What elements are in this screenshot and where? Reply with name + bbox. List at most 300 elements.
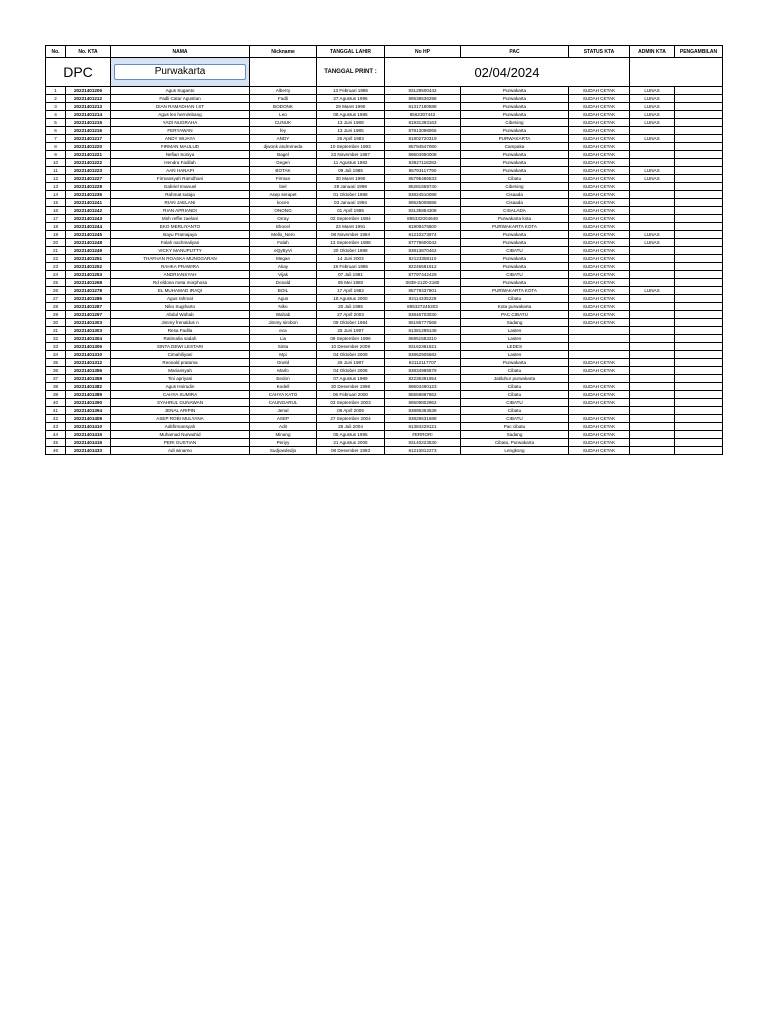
cell-pac[interactable]: Cibatu [461,367,569,375]
cell-admin-kta[interactable] [630,335,675,343]
cell-status-kta[interactable]: SUDAH CETAK [569,215,630,223]
cell-status-kta[interactable]: SUDAH CETAK [569,111,630,119]
cell-kta[interactable]: 20221401217 [66,135,111,143]
cell-admin-kta[interactable] [630,207,675,215]
cell-no-hp[interactable]: 83135864308 [385,207,461,215]
cell-admin-kta[interactable] [630,415,675,423]
cell-no-hp[interactable]: 83829631688 [385,415,461,423]
cell-status-kta[interactable] [569,351,630,359]
cell-admin-kta[interactable] [630,223,675,231]
cell-nama[interactable]: ASEP ROBI MULYANA [111,415,250,423]
cell-pengambilan[interactable] [675,335,723,343]
cell-nickname[interactable]: BODONK [250,103,317,111]
cell-status-kta[interactable]: SUDAH CETAK [569,87,630,95]
cell-nama[interactable]: Firmansyah Ramdhani [111,175,250,183]
cell-admin-kta[interactable]: LUNAS [630,87,675,95]
cell-no[interactable]: 27 [46,295,66,303]
cell-pac[interactable]: Purwakarta [461,95,569,103]
cell-admin-kta[interactable] [630,255,675,263]
cell-pac[interactable]: Cibatu [461,295,569,303]
cell-nickname[interactable]: Fadli [250,95,317,103]
cell-nickname[interactable]: Mello_Nero [250,231,317,239]
cell-no[interactable]: 38 [46,383,66,391]
cell-status-kta[interactable]: SUDAH CETAK [569,287,630,295]
cell-no[interactable]: 46 [46,447,66,455]
cell-status-kta[interactable]: SUDAH CETAK [569,295,630,303]
cell-no-hp[interactable]: 89509802962 [385,399,461,407]
cell-nama[interactable]: Rahmat sutaja [111,191,250,199]
cell-no[interactable]: 10 [46,159,66,167]
cell-pengambilan[interactable] [675,271,723,279]
cell-pac[interactable]: Purwakarta [461,151,569,159]
cell-pengambilan[interactable] [675,111,723,119]
cell-nama[interactable]: RIAN JAELANI [111,199,250,207]
cell-status-kta[interactable]: SUDAH CETAK [569,359,630,367]
cell-admin-kta[interactable]: LUNAS [630,111,675,119]
cell-pengambilan[interactable] [675,415,723,423]
cell-no[interactable]: 12 [46,175,66,183]
cell-kta[interactable]: 20221401223 [66,167,111,175]
cell-no-hp[interactable]: 83128500442 [385,87,461,95]
cell-no-hp[interactable]: 83862905682 [385,351,461,359]
cell-nama[interactable]: Ratimalia sadah [111,335,250,343]
cell-pac[interactable]: CIBATU [461,271,569,279]
cell-nama[interactable]: AAN HANAPI [111,167,250,175]
cell-status-kta[interactable] [569,343,630,351]
city-value[interactable]: Purwakarta [114,64,246,80]
cell-nama[interactable]: FERYAWAN [111,127,250,135]
cell-nickname[interactable]: Periyy [250,439,317,447]
cell-no[interactable]: 23 [46,263,66,271]
cell-tanggal-lahir[interactable]: 05 Agustus 1995 [317,431,385,439]
cell-tanggal-lahir[interactable]: 27 September 2004 [317,415,385,423]
cell-pengambilan[interactable] [675,311,723,319]
cell-no[interactable]: 40 [46,399,66,407]
cell-tanggal-lahir[interactable]: 24 Maret 1991 [317,223,385,231]
cell-tanggal-lahir[interactable]: 29 Maret 1990 [317,103,385,111]
cell-nama[interactable]: Hendra Fadilah [111,159,250,167]
cell-pengambilan[interactable] [675,375,723,383]
cell-kta[interactable]: 20221401408 [66,415,111,423]
cell-no-hp[interactable]: 81931393163 [385,119,461,127]
cell-pac[interactable]: Purwakarta [461,103,569,111]
cell-status-kta[interactable]: SUDAH CETAK [569,263,630,271]
cell-kta[interactable]: 20221401214 [66,111,111,119]
cell-pac[interactable]: Purwakarta [461,167,569,175]
cell-pengambilan[interactable] [675,319,723,327]
cell-no-hp[interactable]: 0839-2120-2180 [385,279,461,287]
cell-pac[interactable]: Cibatu [461,383,569,391]
cell-no[interactable]: 13 [46,183,66,191]
cell-no[interactable]: 8 [46,143,66,151]
cell-status-kta[interactable]: SUDAH CETAK [569,399,630,407]
cell-tanggal-lahir[interactable]: 26 April 1983 [317,135,385,143]
cell-no-hp[interactable]: 89604950008 [385,151,461,159]
cell-no[interactable]: 14 [46,191,66,199]
cell-status-kta[interactable]: SUDAH CETAK [569,127,630,135]
cell-kta[interactable]: 20221401212 [66,95,111,103]
cell-pengambilan[interactable] [675,143,723,151]
cell-nickname[interactable]: Bagel [250,151,317,159]
cell-pengambilan[interactable] [675,191,723,199]
cell-nama[interactable]: RIAN APRIANDI [111,207,250,215]
cell-pac[interactable]: CIBATU [461,415,569,423]
cell-tanggal-lahir[interactable]: 14 Juni 2003 [317,255,385,263]
cell-status-kta[interactable]: SUDAH CETAK [569,231,630,239]
cell-kta[interactable]: 20221401221 [66,151,111,159]
cell-status-kta[interactable]: SUDAH CETAK [569,119,630,127]
cell-admin-kta[interactable] [630,143,675,151]
cell-kta[interactable]: 20221401286 [66,295,111,303]
cell-kta[interactable]: 20221401394 [66,407,111,415]
cell-tanggal-lahir[interactable]: 08 November 1984 [317,231,385,239]
cell-nama[interactable]: SINTA DEWI LESTARI [111,343,250,351]
cell-nickname[interactable]: CAHYA KATO [250,391,317,399]
cell-no[interactable]: 1 [46,87,66,95]
cell-nama[interactable]: EKO MERLIYANTO [111,223,250,231]
cell-nickname[interactable]: BOTAK [250,167,317,175]
cell-pengambilan[interactable] [675,231,723,239]
cell-no[interactable]: 32 [46,335,66,343]
cell-pengambilan[interactable] [675,247,723,255]
cell-kta[interactable]: 20221401216 [66,127,111,135]
cell-no-hp[interactable]: 89538536298 [385,95,461,103]
cell-status-kta[interactable]: SUDAH CETAK [569,183,630,191]
cell-pac[interactable]: Cibatu [461,391,569,399]
cell-kta[interactable]: 20221401303 [66,327,111,335]
cell-nama[interactable]: CAHYA SUMIRA [111,391,250,399]
cell-status-kta[interactable]: SUDAH CETAK [569,319,630,327]
cell-pac[interactable]: CISALADA [461,207,569,215]
cell-status-kta[interactable] [569,375,630,383]
cell-kta[interactable]: 20221401227 [66,175,111,183]
cell-admin-kta[interactable] [630,271,675,279]
cell-nama[interactable]: Tini apriyani [111,375,250,383]
cell-nama[interactable]: JENAL ARIPIN [111,407,250,415]
cell-admin-kta[interactable] [630,391,675,399]
cell-nama[interactable]: Fadli Catur Agustian [111,95,250,103]
cell-admin-kta[interactable] [630,359,675,367]
cell-admin-kta[interactable] [630,439,675,447]
cell-no-hp[interactable]: 83114335228 [385,295,461,303]
cell-nama[interactable]: Muhamad Nurwahid [111,431,250,439]
cell-nickname[interactable]: Oneld [250,359,317,367]
cell-no-hp[interactable]: 8562307442 [385,111,461,119]
cell-pac[interactable]: Lengkong [461,447,569,455]
cell-nickname[interactable]: Leo [250,111,317,119]
cell-tanggal-lahir[interactable]: 13 Juni 1989 [317,119,385,127]
cell-pac[interactable]: Purwakarta [461,263,569,271]
cell-status-kta[interactable]: SUDAH CETAK [569,271,630,279]
cell-no[interactable]: 36 [46,367,66,375]
cell-nickname[interactable]: biel [250,183,317,191]
cell-no-hp[interactable]: 82112117707 [385,359,461,367]
cell-kta[interactable]: 20221401244 [66,223,111,231]
cell-pengambilan[interactable] [675,367,723,375]
cell-no[interactable]: 9 [46,151,66,159]
cell-kta[interactable]: 20221401312 [66,359,111,367]
cell-tanggal-lahir[interactable]: 18 Agustus 2000 [317,295,385,303]
cell-no[interactable]: 25 [46,279,66,287]
cell-nickname[interactable]: BOIL [250,287,317,295]
cell-tanggal-lahir[interactable]: 09 Juli 1985 [317,167,385,175]
cell-status-kta[interactable]: SUDAH CETAK [569,239,630,247]
cell-kta[interactable]: 20221401245 [66,231,111,239]
cell-pengambilan[interactable] [675,295,723,303]
cell-nickname[interactable]: djwonk andromeda [250,143,317,151]
cell-status-kta[interactable]: SUDAH CETAK [569,303,630,311]
cell-pengambilan[interactable] [675,303,723,311]
cell-status-kta[interactable]: SUDAH CETAK [569,367,630,375]
cell-pengambilan[interactable] [675,167,723,175]
cell-pac[interactable]: Cisaada [461,199,569,207]
cell-nickname[interactable]: Wahab [250,311,317,319]
cell-nickname[interactable]: Kodell [250,383,317,391]
cell-tanggal-lahir[interactable]: 02 September 1984 [317,215,385,223]
cell-kta[interactable]: 20221401304 [66,335,111,343]
cell-admin-kta[interactable] [630,407,675,415]
cell-tanggal-lahir[interactable]: 27 April 2003 [317,311,385,319]
cell-tanggal-lahir[interactable]: 25 Juni 1997 [317,327,385,335]
cell-pac[interactable]: Cibatu, Purwakarta [461,439,569,447]
cell-admin-kta[interactable] [630,127,675,135]
cell-admin-kta[interactable] [630,295,675,303]
cell-no-hp[interactable]: 81210812273 [385,447,461,455]
cell-pengambilan[interactable] [675,399,723,407]
cell-status-kta[interactable]: SUDAH CETAK [569,311,630,319]
cell-status-kta[interactable]: SUDAH CETAK [569,159,630,167]
cell-pac[interactable]: Pac cibatu [461,423,569,431]
cell-pengambilan[interactable] [675,135,723,143]
cell-admin-kta[interactable]: LUNAS [630,175,675,183]
cell-nama[interactable]: VICKY MANUPUTTY [111,247,250,255]
cell-status-kta[interactable]: SUDAH CETAK [569,383,630,391]
cell-tanggal-lahir[interactable]: 04 Oktober 2006 [317,367,385,375]
cell-nama[interactable]: THAFHAN ROASKA MUNGGARAN [111,255,250,263]
cell-admin-kta[interactable] [630,303,675,311]
cell-nama[interactable]: Adi winarno [111,447,250,455]
cell-pac[interactable]: Purwakarta [461,279,569,287]
cell-nama[interactable]: Cimahiliyani [111,351,250,359]
cell-kta[interactable]: 20221401220 [66,143,111,151]
cell-pac[interactable]: Sadang [461,431,569,439]
cell-kta[interactable]: 20221401253 [66,271,111,279]
cell-pac[interactable]: Lastes [461,327,569,335]
cell-nama[interactable]: Aditfirmansyah [111,423,250,431]
cell-nickname[interactable]: Marlo [250,367,317,375]
cell-kta[interactable]: 20221401251 [66,255,111,263]
cell-status-kta[interactable]: SUDAH CETAK [569,191,630,199]
cell-nama[interactable]: RAHKA PRAWIRA [111,263,250,271]
cell-nama[interactable]: Agus Suganto [111,87,250,95]
cell-status-kta[interactable]: SUDAH CETAK [569,223,630,231]
cell-admin-kta[interactable] [630,399,675,407]
cell-admin-kta[interactable]: LUNAS [630,167,675,175]
cell-pac[interactable]: LEDES [461,343,569,351]
cell-nickname[interactable]: Niko [250,303,317,311]
cell-kta[interactable]: 20221401206 [66,87,111,95]
cell-status-kta[interactable]: SUDAH CETAK [569,279,630,287]
cell-pac[interactable]: PURWAKARTA KOTA [461,287,569,295]
cell-pengambilan[interactable] [675,151,723,159]
cell-nama[interactable]: DIAN RAMADHAN I.ST [111,103,250,111]
cell-no-hp[interactable]: 895327245303 [385,303,461,311]
cell-admin-kta[interactable]: LUNAS [630,95,675,103]
cell-pac[interactable]: Purwakarta [461,239,569,247]
cell-pengambilan[interactable] [675,159,723,167]
cell-tanggal-lahir[interactable]: 13 September 1988 [317,239,385,247]
cell-admin-kta[interactable] [630,327,675,335]
cell-nickname[interactable]: Jimmy simbon [250,319,317,327]
cell-no[interactable]: 26 [46,287,66,295]
cell-nama[interactable]: Moh reffie zaelani [111,215,250,223]
cell-pac[interactable]: Cibening [461,183,569,191]
cell-pac[interactable]: Cibatu [461,407,569,415]
cell-kta[interactable]: 20221401415 [66,431,111,439]
cell-pac[interactable]: Purwakarta [461,231,569,239]
cell-no[interactable]: 31 [46,327,66,335]
cell-no-hp[interactable]: 87779600042 [385,239,461,247]
cell-nickname[interactable]: Sinta [250,343,317,351]
cell-kta[interactable]: 20221401287 [66,303,111,311]
cell-status-kta[interactable]: SUDAH CETAK [569,207,630,215]
cell-no-hp[interactable]: 81381289148 [385,327,461,335]
cell-no-hp[interactable]: 85951583310 [385,335,461,343]
cell-kta[interactable]: 20221401243 [66,215,111,223]
cell-no-hp[interactable]: 89525008686 [385,199,461,207]
cell-pengambilan[interactable] [675,447,723,455]
cell-no-hp[interactable]: 81802720319 [385,135,461,143]
cell-nickname[interactable]: eQyByVi [250,247,317,255]
cell-pac[interactable]: Lastes [461,335,569,343]
cell-nickname[interactable]: ASEP [250,415,317,423]
cell-no[interactable]: 15 [46,199,66,207]
cell-nickname[interactable]: Alberry [250,87,317,95]
cell-no-hp[interactable]: 81909476600 [385,223,461,231]
cell-no[interactable]: 24 [46,271,66,279]
cell-pengambilan[interactable] [675,407,723,415]
cell-pengambilan[interactable] [675,351,723,359]
cell-admin-kta[interactable] [630,279,675,287]
cell-nama[interactable]: Mariansyah [111,367,250,375]
cell-nickname[interactable]: Megan [250,255,317,263]
cell-pengambilan[interactable] [675,263,723,271]
cell-admin-kta[interactable] [630,351,675,359]
cell-tanggal-lahir[interactable]: 08 Agustus 1985 [317,111,385,119]
cell-pengambilan[interactable] [675,431,723,439]
cell-admin-kta[interactable] [630,311,675,319]
cell-admin-kta[interactable] [630,263,675,271]
cell-tanggal-lahir[interactable]: 10 September 1993 [317,143,385,151]
cell-admin-kta[interactable] [630,151,675,159]
cell-no[interactable]: 42 [46,415,66,423]
cell-pengambilan[interactable] [675,383,723,391]
cell-no[interactable]: 29 [46,311,66,319]
cell-nama[interactable]: Agus Hoirudin [111,383,250,391]
cell-admin-kta[interactable] [630,191,675,199]
cell-nama[interactable]: Bayu Pramajaya [111,231,250,239]
cell-kta[interactable]: 20221401356 [66,367,111,375]
cell-admin-kta[interactable] [630,423,675,431]
cell-kta[interactable]: 20221401358 [66,375,111,383]
cell-tanggal-lahir[interactable]: 08 Desember 1993 [317,447,385,455]
cell-pac[interactable]: Jatiluhur purwakarta [461,375,569,383]
cell-no[interactable]: 18 [46,223,66,231]
cell-no[interactable]: 45 [46,439,66,447]
cell-kta[interactable]: 20221401306 [66,343,111,351]
cell-no-hp[interactable]: 85795466533 [385,175,461,183]
cell-no[interactable]: 20 [46,239,66,247]
cell-no-hp[interactable]: 87813098065 [385,127,461,135]
cell-nickname[interactable]: ANDY [250,135,317,143]
cell-no[interactable]: 16 [46,207,66,215]
cell-no-hp[interactable]: 81210273974 [385,231,461,239]
cell-no[interactable]: 2 [46,95,66,103]
cell-no[interactable]: 28 [46,303,66,311]
cell-tanggal-lahir[interactable]: 10 Desember 2009 [317,343,385,351]
cell-kta[interactable]: 20221401215 [66,119,111,127]
cell-pengambilan[interactable] [675,439,723,447]
cell-nickname[interactable]: Donald [250,279,317,287]
cell-no[interactable]: 6 [46,127,66,135]
cell-kta[interactable]: 20221401410 [66,423,111,431]
cell-no-hp[interactable]: 81384229121 [385,423,461,431]
cell-status-kta[interactable] [569,327,630,335]
cell-tanggal-lahir[interactable]: 08 September 1996 [317,335,385,343]
cell-nickname[interactable]: kocen [250,199,317,207]
cell-pac[interactable]: PURWAKARTA KOTA [461,223,569,231]
cell-tanggal-lahir[interactable]: 20 Oktober 1988 [317,247,385,255]
cell-nickname[interactable]: CUNUK [250,119,317,127]
cell-pengambilan[interactable] [675,359,723,367]
cell-pengambilan[interactable] [675,183,723,191]
cell-kta[interactable]: 20221401310 [66,351,111,359]
cell-status-kta[interactable]: SUDAH CETAK [569,167,630,175]
cell-pengambilan[interactable] [675,327,723,335]
cell-pengambilan[interactable] [675,127,723,135]
cell-no-hp[interactable]: 87797442429 [385,271,461,279]
cell-tanggal-lahir[interactable]: 17 April 1982 [317,287,385,295]
cell-no-hp[interactable]: 83140223530 [385,439,461,447]
cell-no[interactable]: 41 [46,407,66,415]
cell-kta[interactable]: 20221401297 [66,311,111,319]
cell-status-kta[interactable]: SUDAH CETAK [569,415,630,423]
cell-pac[interactable]: Lastes [461,351,569,359]
cell-kta[interactable]: 20221401242 [66,207,111,215]
cell-nama[interactable]: EL MUHAMAD IRAQI [111,287,250,295]
cell-pengambilan[interactable] [675,175,723,183]
cell-no-hp[interactable]: 85559897862 [385,391,461,399]
cell-pengambilan[interactable] [675,215,723,223]
cell-nama[interactable]: SYAHRUL GUNAWAN [111,399,250,407]
cell-pac[interactable]: Purwakarta [461,111,569,119]
cell-kta[interactable]: 20221401278 [66,287,111,295]
cell-nickname[interactable]: Ekocel [250,223,317,231]
cell-nickname[interactable]: eca [250,327,317,335]
cell-pengambilan[interactable] [675,423,723,431]
cell-no[interactable]: 3 [46,103,66,111]
cell-tanggal-lahir[interactable]: 13 Juni 1985 [317,127,385,135]
cell-tanggal-lahir[interactable]: 03 September 2003 [317,399,385,407]
cell-tanggal-lahir[interactable]: 09 Oktober 1984 [317,319,385,327]
cell-nickname[interactable]: Lia [250,335,317,343]
cell-nickname[interactable]: Asep serapet [250,191,317,199]
cell-nama[interactable]: Resa Fadila [111,327,250,335]
cell-pac[interactable]: Purwakarta [461,255,569,263]
cell-admin-kta[interactable] [630,367,675,375]
cell-no[interactable]: 11 [46,167,66,175]
cell-no-hp[interactable]: 83162361621 [385,343,461,351]
